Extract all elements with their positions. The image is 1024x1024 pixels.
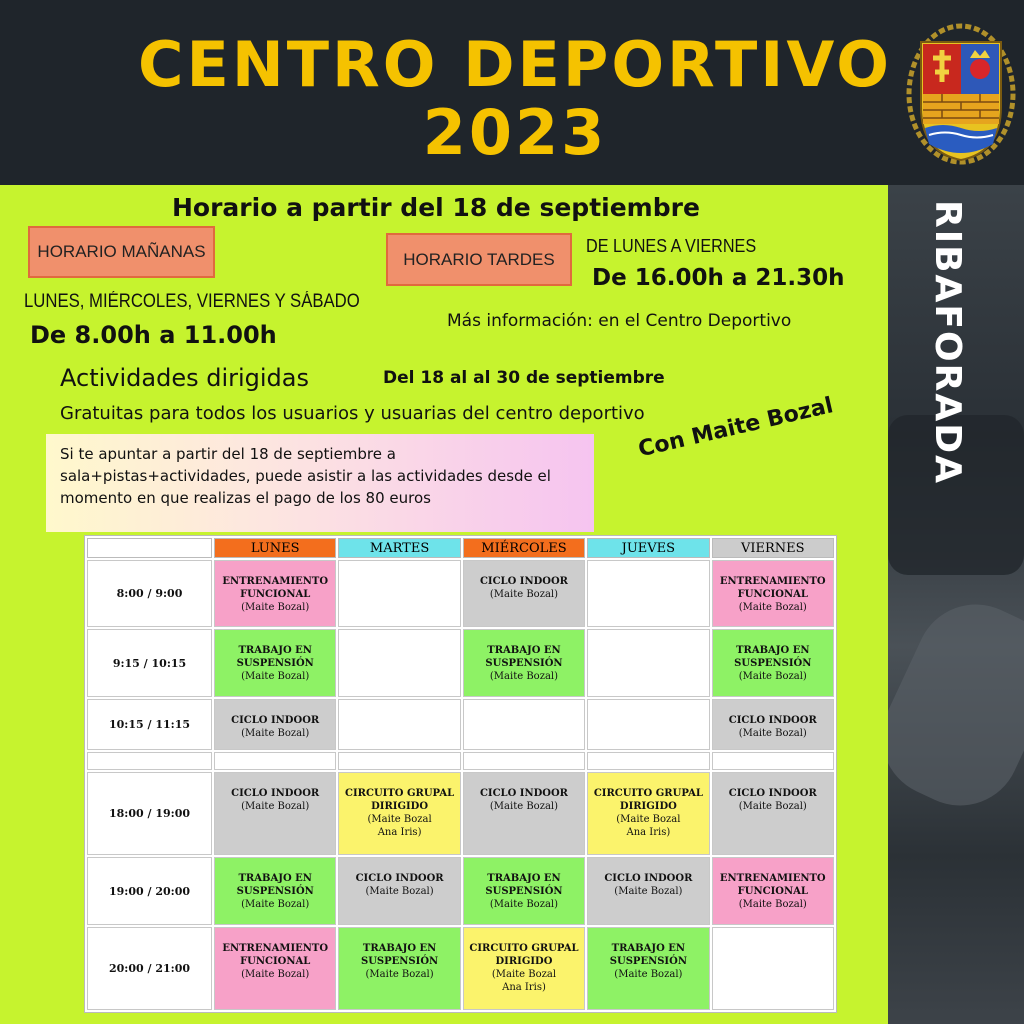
class-line: CICLO INDOOR bbox=[231, 788, 320, 800]
class-cell bbox=[214, 857, 336, 924]
class-line: CICLO INDOOR bbox=[355, 873, 444, 885]
activities-dates: Del 18 al al 30 de septiembre bbox=[383, 368, 665, 388]
class-line: TRABAJO EN bbox=[736, 645, 810, 657]
page-title: CENTRO DEPORTIVO bbox=[138, 28, 892, 101]
class-line: (Maite Bozal) bbox=[365, 968, 434, 980]
class-cell bbox=[712, 857, 834, 924]
class-line: SUSPENSIÓN bbox=[734, 658, 812, 670]
class-line: SUSPENSIÓN bbox=[485, 886, 563, 898]
class-line: ENTRENAMIENTO bbox=[222, 942, 329, 954]
class-line: (Maite Bozal) bbox=[241, 968, 310, 980]
class-cell bbox=[712, 927, 834, 1010]
class-line: (Maite Bozal) bbox=[241, 671, 310, 683]
time-slot: 19:00 / 20:00 bbox=[87, 857, 212, 924]
class-line: ENTRENAMIENTO bbox=[222, 576, 329, 587]
class-cell bbox=[587, 629, 709, 696]
class-line: SUSPENSIÓN bbox=[360, 955, 439, 967]
schedule-header-row bbox=[87, 538, 834, 558]
class-cell bbox=[463, 927, 585, 1010]
class-line: DIRIGIDO bbox=[495, 955, 553, 967]
class-line: TRABAJO EN bbox=[487, 645, 561, 657]
class-line: CICLO INDOOR bbox=[604, 873, 693, 885]
class-line: CICLO INDOOR bbox=[728, 788, 817, 800]
class-line: (Maite Bozal bbox=[367, 814, 432, 826]
activities-free-text: Gratuitas para todos los usuarios y usuarias del centro deportivo bbox=[60, 403, 645, 424]
class-cell bbox=[463, 629, 585, 696]
class-line: DIRIGIDO bbox=[371, 801, 429, 813]
time-slot: 9:15 / 10:15 bbox=[87, 629, 212, 696]
class-line: (Maite Bozal bbox=[491, 968, 557, 980]
day-header: JUEVES bbox=[587, 538, 709, 558]
class-line: (Maite Bozal) bbox=[738, 602, 807, 613]
class-cell bbox=[587, 699, 709, 750]
class-line: (Maite Bozal) bbox=[241, 727, 310, 739]
empty-cell bbox=[214, 752, 336, 770]
class-line: CICLO INDOOR bbox=[479, 576, 568, 587]
ribaforada-crest-icon bbox=[905, 22, 1017, 167]
class-cell bbox=[214, 699, 336, 750]
page-title-year: 2023 bbox=[422, 96, 608, 169]
afternoon-tag: HORARIO TARDES bbox=[386, 233, 572, 286]
note-line: sala+pistas+actividades, puede asistir a las actividades desde el bbox=[60, 467, 551, 485]
class-cell bbox=[338, 699, 460, 750]
class-line: Ana Iris) bbox=[502, 981, 546, 993]
class-line: (Maite Bozal) bbox=[365, 886, 434, 898]
class-cell bbox=[587, 857, 709, 924]
corner-cell bbox=[87, 538, 212, 558]
empty-cell bbox=[463, 752, 585, 770]
class-cell bbox=[338, 857, 460, 924]
class-line: CICLO INDOOR bbox=[479, 788, 568, 800]
class-line: (Maite Bozal bbox=[616, 814, 681, 826]
class-cell bbox=[712, 699, 834, 750]
empty-cell bbox=[712, 752, 834, 770]
note-line: Si te apuntar a partir del 18 de septiembre a bbox=[60, 445, 396, 463]
class-line: Ana Iris) bbox=[626, 827, 671, 839]
time-slot: 18:00 / 19:00 bbox=[87, 772, 212, 855]
class-cell bbox=[214, 772, 336, 855]
class-line: ENTRENAMIENTO bbox=[719, 576, 826, 587]
schedule-subtitle: Horario a partir del 18 de septiembre bbox=[172, 193, 700, 222]
schedule-row bbox=[87, 699, 834, 750]
class-line: CICLO INDOOR bbox=[231, 714, 320, 726]
class-cell bbox=[712, 629, 834, 696]
class-line: (Maite Bozal) bbox=[738, 801, 807, 813]
class-cell bbox=[587, 927, 709, 1010]
empty-cell bbox=[87, 752, 212, 770]
class-cell bbox=[587, 772, 709, 855]
class-line: (Maite Bozal) bbox=[614, 886, 683, 898]
class-line: FUNCIONAL bbox=[737, 886, 808, 898]
enrollment-note bbox=[46, 434, 594, 532]
day-header: VIERNES bbox=[712, 538, 834, 558]
class-cell bbox=[214, 629, 336, 696]
class-line: TRABAJO EN bbox=[487, 873, 561, 885]
class-cell bbox=[214, 927, 336, 1010]
afternoon-hours: De 16.00h a 21.30h bbox=[592, 265, 845, 291]
class-line: TRABAJO EN bbox=[362, 942, 437, 954]
schedule-table bbox=[84, 535, 837, 1013]
time-slot: 10:15 / 11:15 bbox=[87, 699, 212, 750]
class-cell bbox=[338, 927, 460, 1010]
class-line: (Maite Bozal) bbox=[738, 727, 807, 739]
time-slot: 20:00 / 21:00 bbox=[87, 927, 212, 1010]
instructor-label: Con Maite Bozal bbox=[636, 393, 836, 463]
class-line: DIRIGIDO bbox=[619, 801, 677, 813]
class-line: (Maite Bozal) bbox=[614, 968, 683, 980]
class-cell bbox=[463, 857, 585, 924]
class-line: (Maite Bozal) bbox=[489, 589, 559, 600]
class-line: (Maite Bozal) bbox=[489, 801, 559, 813]
day-header: MARTES bbox=[338, 538, 460, 558]
class-line: ENTRENAMIENTO bbox=[719, 873, 826, 885]
class-line: (Maite Bozal) bbox=[241, 801, 310, 813]
time-slot: 8:00 / 9:00 bbox=[87, 560, 212, 627]
activities-title: Actividades dirigidas bbox=[60, 364, 309, 392]
class-line: CICLO INDOOR bbox=[728, 714, 817, 726]
day-header: MIÉRCOLES bbox=[463, 538, 585, 558]
schedule-row bbox=[87, 560, 834, 627]
class-cell bbox=[463, 560, 585, 627]
class-cell bbox=[338, 772, 460, 855]
class-cell bbox=[712, 560, 834, 627]
class-line: CIRCUITO GRUPAL bbox=[469, 942, 579, 954]
empty-cell bbox=[338, 752, 460, 770]
class-line: (Maite Bozal) bbox=[738, 899, 807, 911]
schedule-row bbox=[87, 927, 834, 1010]
class-cell bbox=[712, 772, 834, 855]
schedule-row bbox=[87, 772, 834, 855]
class-line: TRABAJO EN bbox=[238, 873, 312, 885]
class-line: (Maite Bozal) bbox=[241, 602, 310, 613]
class-line: (Maite Bozal) bbox=[241, 899, 310, 911]
schedule-row bbox=[87, 629, 834, 696]
more-info-text: Más información: en el Centro Deportivo bbox=[447, 311, 792, 331]
side-town-label: RIBAFORADA bbox=[927, 200, 968, 485]
class-cell bbox=[587, 560, 709, 627]
morning-tag: HORARIO MAÑANAS bbox=[28, 226, 215, 278]
class-cell bbox=[214, 560, 336, 627]
class-line: CIRCUITO GRUPAL bbox=[593, 788, 703, 800]
class-line: SUSPENSIÓN bbox=[236, 886, 314, 898]
empty-cell bbox=[587, 752, 709, 770]
class-line: Ana Iris) bbox=[377, 827, 422, 839]
schedule-row bbox=[87, 857, 834, 924]
class-cell bbox=[338, 629, 460, 696]
class-line: (Maite Bozal) bbox=[738, 671, 807, 683]
class-line: TRABAJO EN bbox=[238, 645, 312, 657]
class-line: (Maite Bozal) bbox=[489, 899, 559, 911]
class-cell bbox=[463, 699, 585, 750]
class-line: FUNCIONAL bbox=[737, 589, 808, 600]
schedule-gap-row bbox=[87, 752, 834, 770]
day-header: LUNES bbox=[214, 538, 336, 558]
class-line: SUSPENSIÓN bbox=[236, 658, 314, 670]
class-cell bbox=[463, 772, 585, 855]
afternoon-days: DE LUNES A VIERNES bbox=[586, 236, 757, 256]
class-line: CIRCUITO GRUPAL bbox=[345, 788, 455, 800]
morning-days: LUNES, MIÉRCOLES, VIERNES Y SÁBADO bbox=[24, 291, 360, 312]
class-line: SUSPENSIÓN bbox=[485, 658, 563, 670]
morning-hours: De 8.00h a 11.00h bbox=[30, 321, 277, 349]
class-line: FUNCIONAL bbox=[240, 955, 311, 967]
class-line: (Maite Bozal) bbox=[489, 671, 559, 683]
class-line: TRABAJO EN bbox=[611, 942, 686, 954]
class-line: SUSPENSIÓN bbox=[609, 955, 687, 967]
note-line: momento en que realizas el pago de los 80 euros bbox=[60, 489, 431, 507]
class-line: FUNCIONAL bbox=[240, 589, 311, 600]
class-cell bbox=[338, 560, 460, 627]
